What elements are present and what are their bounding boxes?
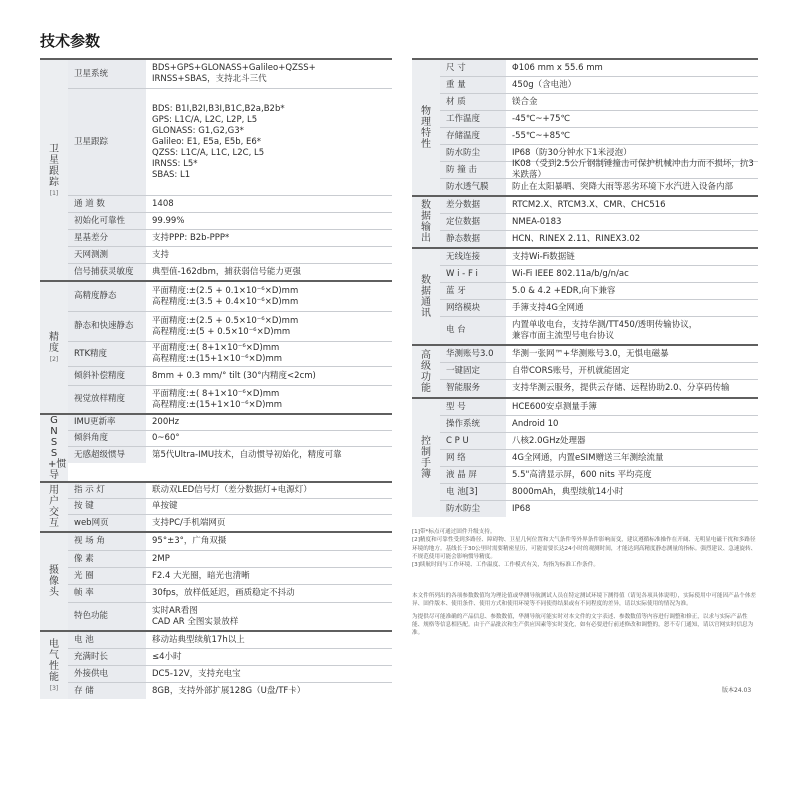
spec-value: F2.4 大光圈，暗光也清晰 [152,570,250,581]
spec-row [440,415,758,432]
spec-row [68,665,392,682]
spec-section [412,397,758,517]
spec-label: 网 络 [440,450,506,466]
spec-label: 华测账号3.0 [440,346,506,362]
spec-row [440,127,758,144]
spec-row [68,415,392,430]
spec-row [440,432,758,449]
spec-row [440,346,758,362]
spec-label: 材 质 [440,94,506,110]
spec-value: RTCM2.X、RTCM3.X、CMR、CHC516 [512,199,666,210]
spec-row [440,249,758,265]
disclaimer-paragraph: 为提供尽可能准确的产品信息、参数数值，华测导航可能实时对本文件的文字表述、参数数值等内容进行调整和修正，以求与实际产品性能、规格等信息相匹配。由于产品批次和生产供应因素等实时变化，如有必要进行前述修改和调整的，恕不专门通知，请以官网实时信息为准。 [412,613,754,637]
spec-row [68,366,392,385]
spec-label: 卫星跟踪 [68,89,146,195]
spec-row [440,282,758,299]
spec-value: 0~60° [152,433,180,443]
spec-value: 自带CORS账号，开机就能固定 [512,365,630,376]
section-category-label: 卫星跟踪 [49,143,59,188]
spec-row [68,567,392,584]
spec-section [40,280,392,413]
section-note: [2] [49,356,59,363]
section-category-label: 数据输出 [421,200,431,244]
spec-label: 型 号 [440,399,506,415]
spec-value: Android 10 [512,418,559,429]
spec-label: C P U [440,433,506,449]
spec-label: 存储温度 [440,128,506,144]
spec-label: 视觉放样精度 [68,386,146,413]
spec-label: 光 圈 [68,568,146,584]
spec-label: IMU更新率 [68,415,146,430]
section-category-label: GNSS+惯导 [48,415,67,481]
spec-value: IK08（受到2.5公斤钢制锤撞击可保护机械冲击力而不损坏，抗3米跌落） [512,159,754,180]
spec-value: 4G全网通，内置eSIM赠送三年测绘流量 [512,452,664,463]
spec-label: 操作系统 [440,416,506,432]
spec-label: web网页 [68,515,146,531]
spec-value: 1408 [152,198,174,209]
section-category [412,346,440,397]
disclaimer-paragraph: 本文件所列出的各项参数数值均为理论值或华测导航测试人员在特定测试环境下测得值（请见各项具体说明），实际使用中可能因产品个体差异、固件版本、使用条件、使用方式和使用环境等不同使得结果或有不同程度的差异，请以实际使用的情况为准。 [412,593,757,608]
spec-value: DC5-12V，支持充电宝 [152,668,241,679]
spec-row [440,93,758,110]
spec-label: 防水防尘 [440,501,506,517]
spec-section [40,630,392,699]
spec-row [68,632,392,648]
spec-row [68,648,392,665]
spec-section [40,413,392,481]
spec-label: 防水防尘 [440,145,506,161]
footnote: [3]续航时间与工作环境、工作温度、工作模式有关，均指为标准工作条件。 [412,562,599,569]
spec-label: 通 道 数 [68,196,146,212]
spec-label: 视 场 角 [68,533,146,550]
spec-label: 外接供电 [68,666,146,682]
footnote: [1]带*标点可通过固件升级支持。 [412,529,496,535]
spec-value: 200Hz [152,417,180,427]
section-category [412,249,440,344]
spec-label: 指 示 灯 [68,483,146,498]
spec-label: 倾斜角度 [68,431,146,446]
spec-value: 5.0 & 4.2 +EDR,向下兼容 [512,285,616,296]
spec-label: 高精度静态 [68,282,146,311]
version-label: 版本24.03 [722,687,752,694]
section-category [412,60,440,195]
spec-row [440,500,758,517]
section-category [40,632,68,699]
spec-label: 天网测测 [68,247,146,263]
spec-row [68,602,392,630]
spec-label: 液 晶 屏 [440,467,506,483]
spec-row [68,550,392,567]
spec-value: 8GB，支持外部扩展128G（U盘/TF卡） [152,685,306,696]
spec-row [440,466,758,483]
spec-value: 2MP [152,553,170,564]
spec-value: 移动站典型续航17h以上 [152,634,245,645]
spec-table-right [412,58,758,517]
spec-value: NMEA-0183 [512,216,562,227]
spec-value: 华测一张网™+华测账号3.0，无惧电磁暴 [512,348,669,359]
spec-value: 镁合金 [512,96,538,107]
spec-row [68,498,392,514]
spec-value: 内置单收电台，支持华测/TT450/透明传输协议， 兼容市面主流型号电台协议 [512,319,698,341]
spec-row [440,265,758,282]
spec-value: 支持PC/手机端网页 [152,517,226,528]
spec-row [440,362,758,379]
spec-value: 平面精度:±(2.5 + 0.1×10⁻⁶×D)mm 高程精度:±(3.5 + 0.4×10⁻⁶×D)mm [152,285,299,307]
spec-value: 典型值-162dbm，捕获弱信号能力更强 [152,266,301,277]
disclaimer [412,592,758,637]
spec-section [412,247,758,344]
spec-row [440,178,758,195]
spec-label: 帧 率 [68,585,146,602]
spec-row [68,483,392,498]
spec-value: HCE600安卓测量手簿 [512,401,597,412]
spec-row [440,110,758,127]
spec-row [440,161,758,178]
spec-value: BDS: B1I,B2I,B3I,B1C,B2a,B2b* GPS: L1C/A, L2C, L2P, L5 GLONASS: G1,G2,G3* Galileo: E1, E5a, E5b, E6* QZSS: L1C/A, L1C, L2C, L5 IRNSS: L5* SBAS: L1 [152,103,285,180]
spec-label: 按 键 [68,499,146,514]
section-category-label: 电气性能 [49,639,59,683]
spec-section [40,531,392,630]
spec-value: 手簿支持4G全网通 [512,302,584,313]
spec-value: 实时AR看图 CAD AR 全图实景放样 [152,605,239,627]
spec-label: 卫星系统 [68,60,146,88]
spec-row [68,430,392,446]
spec-row [68,311,392,341]
spec-label: 一键固定 [440,363,506,379]
spec-row [68,584,392,602]
spec-row [68,195,392,212]
spec-value: IP68 [512,503,531,514]
section-category-label: 数据通讯 [421,274,431,319]
spec-value: 八核2.0GHz处理器 [512,435,586,446]
spec-row [68,282,392,311]
spec-label: 无感超级惯导 [68,447,146,463]
spec-value: 防止在太阳暴晒、突降大雨等恶劣环境下水汽进入设备内部 [512,181,734,192]
spec-label: 防水透气膜 [440,179,506,195]
spec-section [40,58,392,280]
spec-table-left [40,58,392,699]
section-category [40,282,68,413]
spec-label: 工作温度 [440,111,506,127]
spec-value: BDS+GPS+GLONASS+Galileo+QZSS+ IRNSS+SBAS，支持北斗三代 [152,63,316,84]
spec-label: 静态和快速静态 [68,312,146,341]
spec-label: 电 台 [440,317,506,344]
spec-row [68,385,392,413]
spec-value: IP68（防30分钟水下1米浸泡） [512,147,632,158]
spec-value: 平面精度:±(2.5 + 0.5×10⁻⁶×D)mm 高程精度:±(5 + 0.5×10⁻⁶×D)mm [152,315,299,337]
spec-label: 星基差分 [68,230,146,246]
spec-value: 5.5"高清显示屏，600 nits 平均亮度 [512,469,652,480]
section-category [40,60,68,280]
spec-row [68,514,392,531]
spec-row [440,449,758,466]
footnote: [2]精度和可靠性受到多路径、障碍物、卫星几何位置和大气条件等外界条件影响而变，建议遵循标准操作在开阔、无明显电磁干扰和多路径环境的地方。基线长于30公里时需要精密星历，可能需要长达24小时的观测时间，才能达到高精度静态测量的指标。强烈建议、急速旋转、不规范使用可能会影响惯导精度。 [412,537,757,560]
spec-value: 95°±3°，广角双摄 [152,536,227,546]
section-category-label: 精度 [49,332,59,354]
spec-label: 定位数据 [440,214,506,230]
spec-label: 电 池 [68,632,146,648]
spec-row [440,60,758,76]
spec-value: 单按键 [152,501,178,511]
spec-value: ≤4小时 [152,651,182,662]
spec-row [68,533,392,550]
spec-value: 支持 [152,249,170,260]
spec-value: 99.99% [152,215,185,226]
spec-section [412,195,758,247]
spec-label: W i - F i [440,266,506,282]
footnotes [412,528,758,569]
spec-value: -55℃~+85℃ [512,130,571,141]
spec-label: 信号捕获灵敏度 [68,264,146,280]
spec-label: 网络模块 [440,300,506,316]
spec-row [440,483,758,500]
spec-section [412,344,758,397]
spec-row [68,263,392,280]
spec-label: 像 素 [68,551,146,567]
spec-row [68,682,392,699]
section-category [40,483,68,531]
spec-value: 支持华测云服务，提供云存储、远程协助2.0、分享码传输 [512,383,730,393]
section-category-label: 高级功能 [421,349,431,394]
spec-label: 存 储 [68,683,146,699]
spec-row [440,299,758,316]
spec-row [68,246,392,263]
spec-row [68,446,392,463]
section-category [412,197,440,247]
section-note: [3] [49,685,59,692]
spec-value: 30fps，放样低延迟，画质稳定不抖动 [152,588,295,598]
spec-value: 平面精度:±( 8+1×10⁻⁶×D)mm 高程精度:±(15+1×10⁻⁶×D)mm [152,388,283,410]
spec-label: 初始化可靠性 [68,213,146,229]
spec-label: 电 池[3] [440,484,506,500]
spec-section [40,481,392,531]
section-category-label: 用户交互 [49,485,59,529]
spec-row [440,230,758,247]
spec-row [68,341,392,366]
spec-label: 蓝 牙 [440,283,506,299]
spec-label: 尺 寸 [440,60,506,76]
spec-label: 防 撞 击 [440,162,506,178]
spec-section [412,58,758,195]
spec-row [68,229,392,246]
spec-label: RTK精度 [68,342,146,366]
page-title: 技术参数 [40,32,101,50]
spec-value: 平面精度:±( 8+1×10⁻⁶×D)mm 高程精度:±(15+1×10⁻⁶×D)mm [152,343,283,364]
spec-label: 倾斜补偿精度 [68,367,146,385]
spec-value: 支持Wi-Fi数据链 [512,251,575,262]
spec-label: 静态数据 [440,231,506,247]
spec-value: Φ106 mm x 55.6 mm [512,62,603,73]
spec-value: -45℃~+75℃ [512,113,571,124]
section-note: [1] [49,189,59,197]
spec-value: HCN、RINEX 2.11、RINEX3.02 [512,233,641,244]
spec-row [440,213,758,230]
spec-label: 无线连接 [440,249,506,265]
spec-row [68,212,392,229]
section-category [40,533,68,630]
section-category-label: 控制手簿 [421,436,431,480]
spec-value: 支持PPP: B2b-PPP* [152,232,230,243]
spec-value: Wi-Fi IEEE 802.11a/b/g/n/ac [512,268,629,279]
section-category-label: 物理特性 [421,105,431,150]
spec-row [440,316,758,344]
spec-row [440,379,758,397]
spec-label: 特色功能 [68,603,146,630]
spec-label: 差分数据 [440,197,506,213]
spec-row [68,60,392,88]
spec-value: 450g（含电池） [512,79,577,90]
spec-row [440,399,758,415]
spec-value: 第5代Ultra-IMU技术，自动惯导初始化，精度可靠 [152,449,342,460]
spec-row [68,88,392,195]
section-category [40,415,68,481]
spec-value: 8000mAh，典型续航14小时 [512,486,624,497]
spec-label: 充满时长 [68,649,146,665]
section-category [412,399,440,517]
spec-value: 8mm + 0.3 mm/° tilt (30°内精度<2cm) [152,370,316,381]
section-category-label: 摄像头 [49,565,59,598]
spec-value: 联动双LED信号灯（差分数据灯+电源灯） [152,485,312,495]
spec-row [440,197,758,213]
spec-label: 智能服务 [440,380,506,397]
spec-label: 重 量 [440,77,506,93]
spec-row [440,76,758,93]
